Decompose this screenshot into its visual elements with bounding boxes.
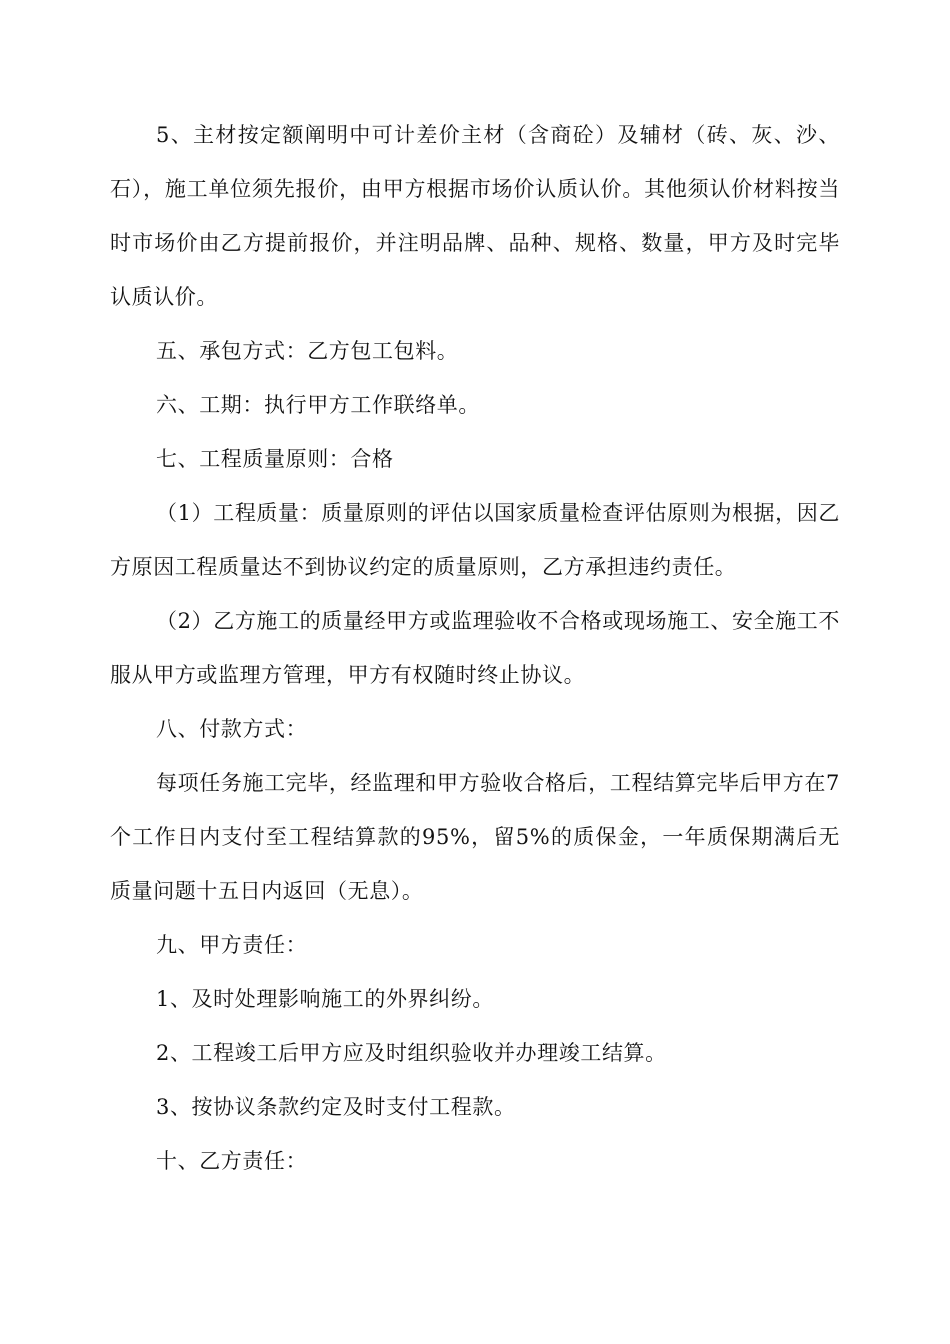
paragraph-payment-terms: 每项任务施工完毕，经监理和甲方验收合格后，工程结算完毕后甲方在7个工作日内支付至工程结算款的95%，留5%的质保金，一年质保期满后无质量问题十五日内返回（无息）。 [110,771,840,903]
paragraph-section-6-schedule: 六、工期：执行甲方工作联络单。 [156,393,480,417]
paragraph-section-5-contract-method: 五、承包方式：乙方包工包料。 [156,339,459,363]
document-body [110,108,840,1188]
paragraph-quality-item-2: （2）乙方施工的质量经甲方或监理验收不合格或现场施工、安全施工不服从甲方或监理方管理，甲方有权随时终止协议。 [110,609,840,687]
paragraph-party-a-item-3: 3、按协议条款约定及时支付工程款。 [156,1095,516,1119]
paragraph-section-8-payment: 八、付款方式： [156,717,308,741]
paragraph-section-9-party-a: 九、甲方责任： [156,933,308,957]
paragraph-party-a-item-2: 2、工程竣工后甲方应及时组织验收并办理竣工结算。 [156,1041,667,1065]
paragraph-section-10-party-b: 十、乙方责任： [156,1149,308,1173]
paragraph-party-a-item-1: 1、及时处理影响施工的外界纠纷。 [156,987,494,1011]
paragraph-section-7-quality: 七、工程质量原则：合格 [156,447,394,471]
paragraph-quality-item-1: （1）工程质量：质量原则的评估以国家质量检查评估原则为根据，因乙方原因工程质量达不到协议约定的质量原则，乙方承担违约责任。 [110,501,840,579]
paragraph-clause-5-materials: 5、主材按定额阐明中可计差价主材（含商砼）及辅材（砖、灰、沙、石），施工单位须先报价，由甲方根据市场价认质认价。其他须认价材料按当时市场价由乙方提前报价，并注明品牌、品种、规格、数量，甲方及时完毕认质认价。 [110,123,840,309]
